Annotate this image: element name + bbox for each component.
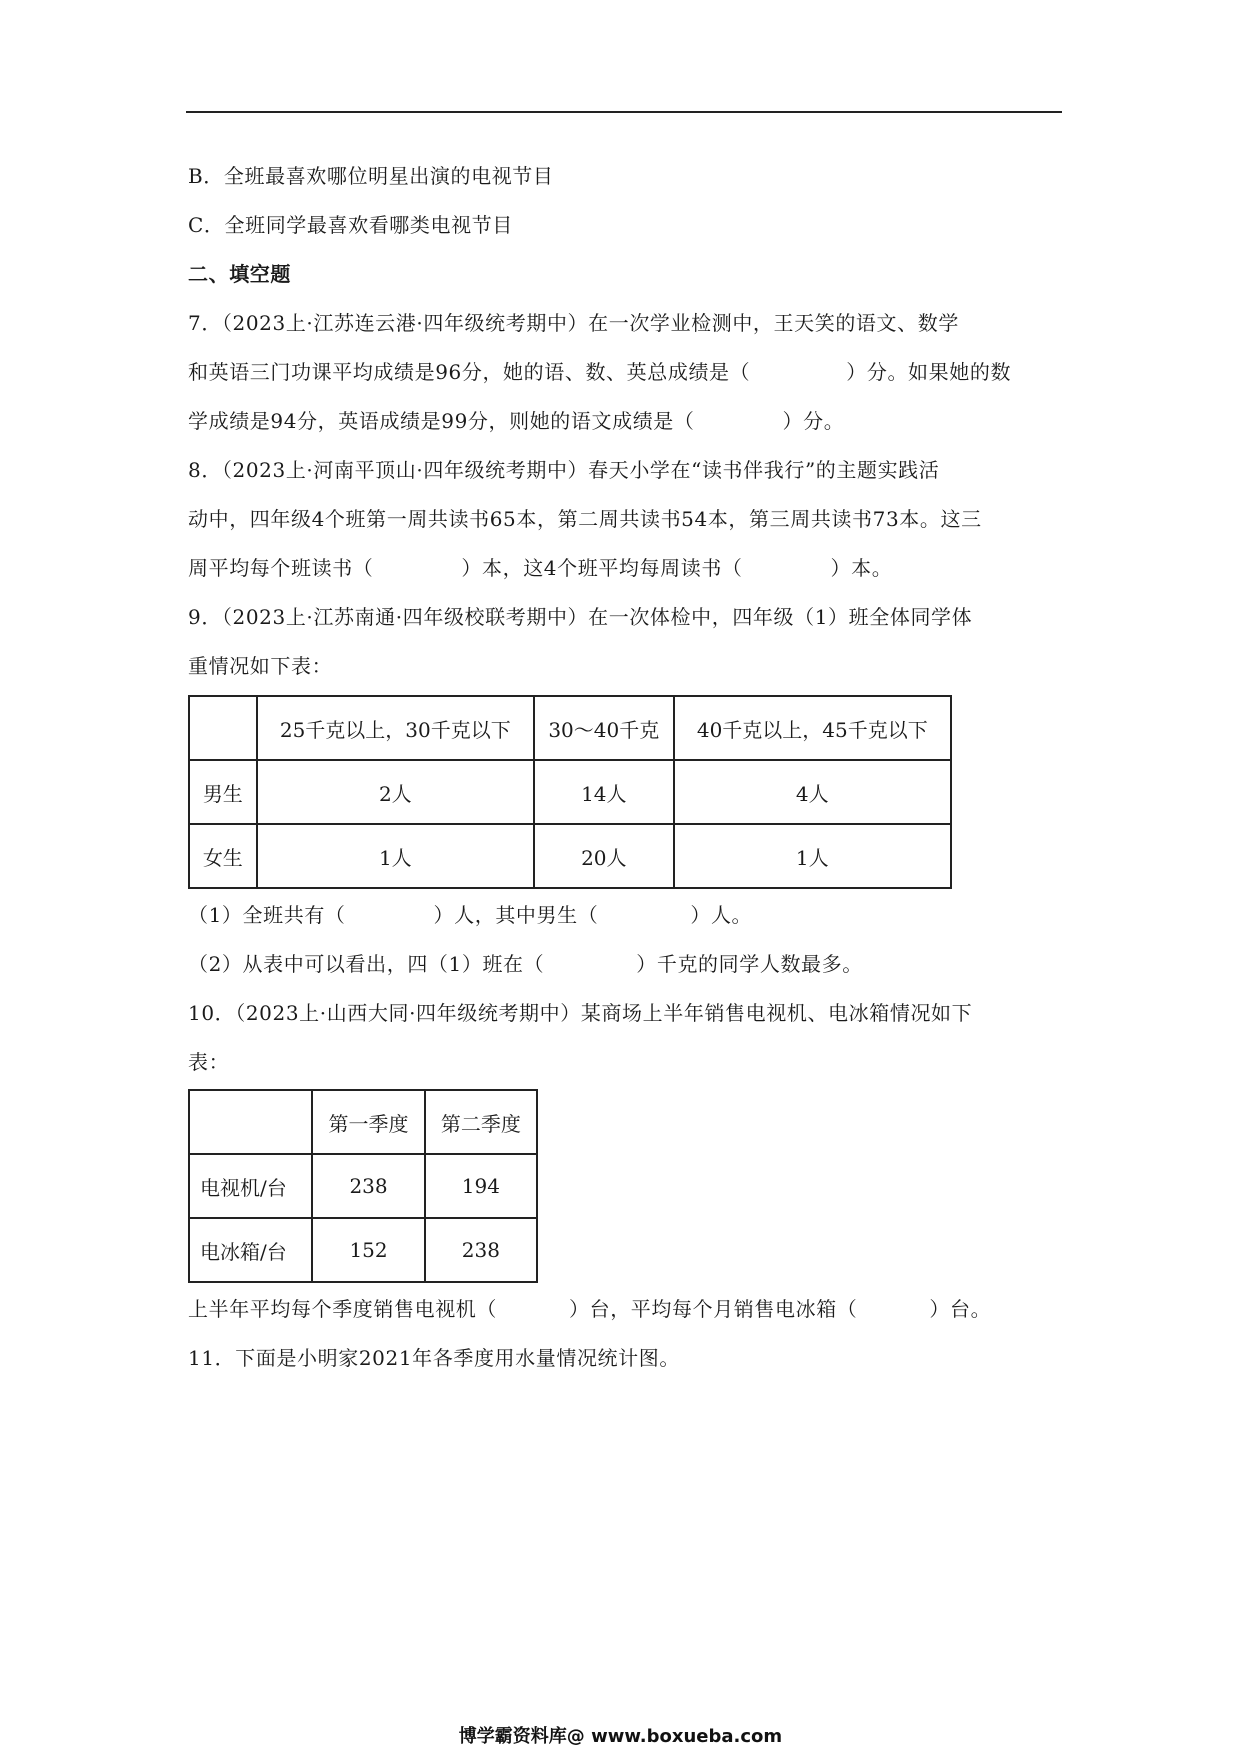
table-cell: 194 (425, 1154, 537, 1218)
q11-line-1: 11．下面是小明家2021年各季度用水量情况统计图。 (188, 1346, 680, 1370)
q9-text: ）人，其中男生（ (433, 903, 599, 927)
q10-text: 上半年平均每个季度销售电视机（ (188, 1297, 497, 1321)
table-cell: 男生 (189, 760, 257, 824)
q9-text: ）千克的同学人数最多。 (636, 952, 863, 976)
q9-text: （1）全班共有（ (188, 903, 346, 927)
table-cell (189, 696, 257, 760)
q10-text: ）台。 (929, 1297, 992, 1321)
q8-text: ）本。 (830, 556, 893, 580)
table-cell: 238 (312, 1154, 424, 1218)
table-row (189, 1154, 537, 1218)
q9-sub-1 (188, 891, 1060, 940)
q8-line-1: 8．（2023上·河南平顶山·四年级统考期中）春天小学在“读书伴我行”的主题实践活 (188, 458, 940, 482)
table-cell: 电视机/台 (189, 1154, 312, 1218)
q8-text: ）本，这4个班平均每周读书（ (461, 556, 743, 580)
q7-text: ）分。如果她的数 (846, 360, 1012, 384)
table-cell: 30～40千克 (534, 696, 674, 760)
table-cell: 1人 (257, 824, 534, 888)
q7-text: 学成绩是94分，英语成绩是99分，则她的语文成绩是（ (188, 409, 695, 433)
q7-line-2 (188, 348, 1060, 397)
table-cell: 152 (312, 1218, 424, 1282)
q9-line-2: 重情况如下表： (188, 654, 333, 678)
q8-line-3 (188, 544, 1060, 593)
q10-line-1: 10．（2023上·山西大同·四年级统考期中）某商场上半年销售电视机、电冰箱情况如下 (188, 1001, 973, 1025)
footer-watermark: 博学霸资料库@ www.boxueba.com (458, 1726, 783, 1747)
q7-line-3 (188, 397, 1060, 446)
table-cell: 20人 (534, 824, 674, 888)
table-cell: 238 (425, 1218, 537, 1282)
table-cell: 第二季度 (425, 1090, 537, 1154)
option-b: B．全班最喜欢哪位明星出演的电视节目 (188, 164, 554, 188)
q7-text: 和英语三门功课平均成绩是96分，她的语、数、英总成绩是（ (188, 360, 751, 384)
q8-text: 周平均每个班读书（ (188, 556, 374, 580)
table-cell: 女生 (189, 824, 257, 888)
q10-question (188, 1285, 1060, 1334)
section-title: 二、填空题 (188, 262, 291, 286)
q7-text: ）分。 (782, 409, 845, 433)
table-cell: 25千克以上，30千克以下 (257, 696, 534, 760)
table-row (189, 824, 951, 888)
q10-line-2: 表： (188, 1050, 230, 1074)
table-cell: 40千克以上，45千克以下 (674, 696, 951, 760)
weight-table (188, 695, 952, 889)
table-cell: 第一季度 (312, 1090, 424, 1154)
table-header-row (189, 1090, 537, 1154)
q9-text: （2）从表中可以看出，四（1）班在（ (188, 952, 545, 976)
document-body (188, 152, 1060, 1383)
q8-line-2: 动中，四年级4个班第一周共读书65本，第二周共读书54本，第三周共读书73本。这三 (188, 507, 982, 531)
table-row (189, 1218, 537, 1282)
q9-text: ）人。 (690, 903, 753, 927)
table-cell: 电冰箱/台 (189, 1218, 312, 1282)
table-header-row (189, 696, 951, 760)
table-cell: 4人 (674, 760, 951, 824)
table-cell: 2人 (257, 760, 534, 824)
table-cell: 1人 (674, 824, 951, 888)
sales-table (188, 1089, 538, 1283)
q10-text: ）台，平均每个月销售电冰箱（ (569, 1297, 858, 1321)
q9-line-1: 9．（2023上·江苏南通·四年级校联考期中）在一次体检中，四年级（1）班全体同学体 (188, 605, 973, 629)
table-cell (189, 1090, 312, 1154)
q9-sub-2 (188, 940, 1060, 989)
option-c: C．全班同学最喜欢看哪类电视节目 (188, 213, 513, 237)
header-rule (186, 111, 1062, 113)
table-cell: 14人 (534, 760, 674, 824)
table-row (189, 760, 951, 824)
q7-line-1: 7．（2023上·江苏连云港·四年级统考期中）在一次学业检测中，王天笑的语文、数学 (188, 311, 959, 335)
